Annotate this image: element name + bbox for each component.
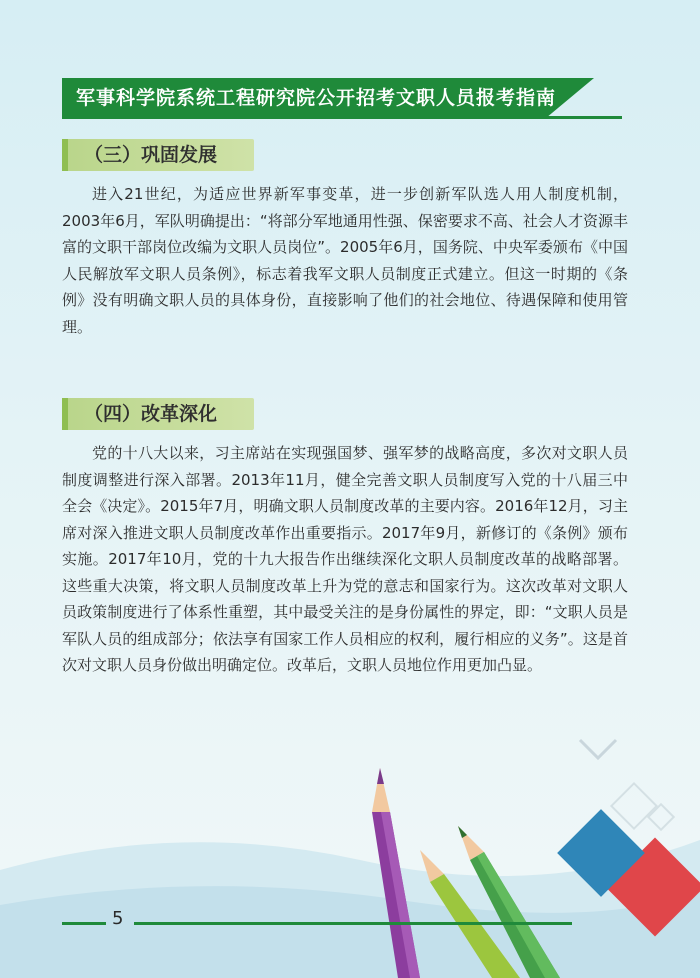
- section-heading-label: （三）巩固发展: [84, 144, 218, 166]
- page-title: 军事科学院系统工程研究院公开招考文职人员报考指南: [76, 87, 557, 109]
- pencil-lead: [377, 768, 384, 784]
- square-outline-shape: [611, 783, 656, 828]
- section-heading-label: （四）改革深化: [84, 403, 218, 425]
- square-outline-shape: [648, 804, 673, 829]
- section-paragraph-reform: 党的十八大以来，习主席站在实现强国梦、强军梦的战略高度，多次对文职人员制度调整进行深入部署。2013年11月，健全完善文职人员制度写入党的十八届三中全会《决定》。2015年7月，明确文职人员制度改革的主要内容。2016年12月，习主席对深入推进文职人员制度改革作出重要指示。2017年9月，新修订的《条例》颁布实施。2017年10月，党的十九大报告作出继续深化文职人员制度改革的战略部署。这些重大决策，将文职人员制度改革上升为党的意志和国家行为。这次改革对文职人员政策制度进行了体系性重塑，其中最受关注的是身份属性的界定，即：“文职人员是军队人员的组成部分；依法享有国家工作人员相应的权利，履行相应的义务”。这是首次对文职人员身份做出明确定位。改革后，文职人员地位作用更加凸显。: [62, 444, 628, 674]
- chevron-down-icon: [580, 740, 616, 758]
- footer-line: [134, 922, 572, 925]
- footer-line-left: [62, 922, 106, 925]
- section-paragraph-consolidation: 进入21世纪，为适应世界新军事变革，进一步创新军队选人用人制度机制，2003年6月，军队明确提出：“将部分军地通用性强、保密要求不高、社会人才资源丰富的文职干部岗位改编为文职人员岗位”。2005年6月，国务院、中央军委颁布《中国人民解放军文职人员条例》，标志着我军文职人员制度正式建立。但这一时期的《条例》没有明确文职人员的具体身份，直接影响了他们的社会地位、待遇保障和使用管理。: [62, 185, 628, 336]
- page-number: 5: [112, 908, 124, 929]
